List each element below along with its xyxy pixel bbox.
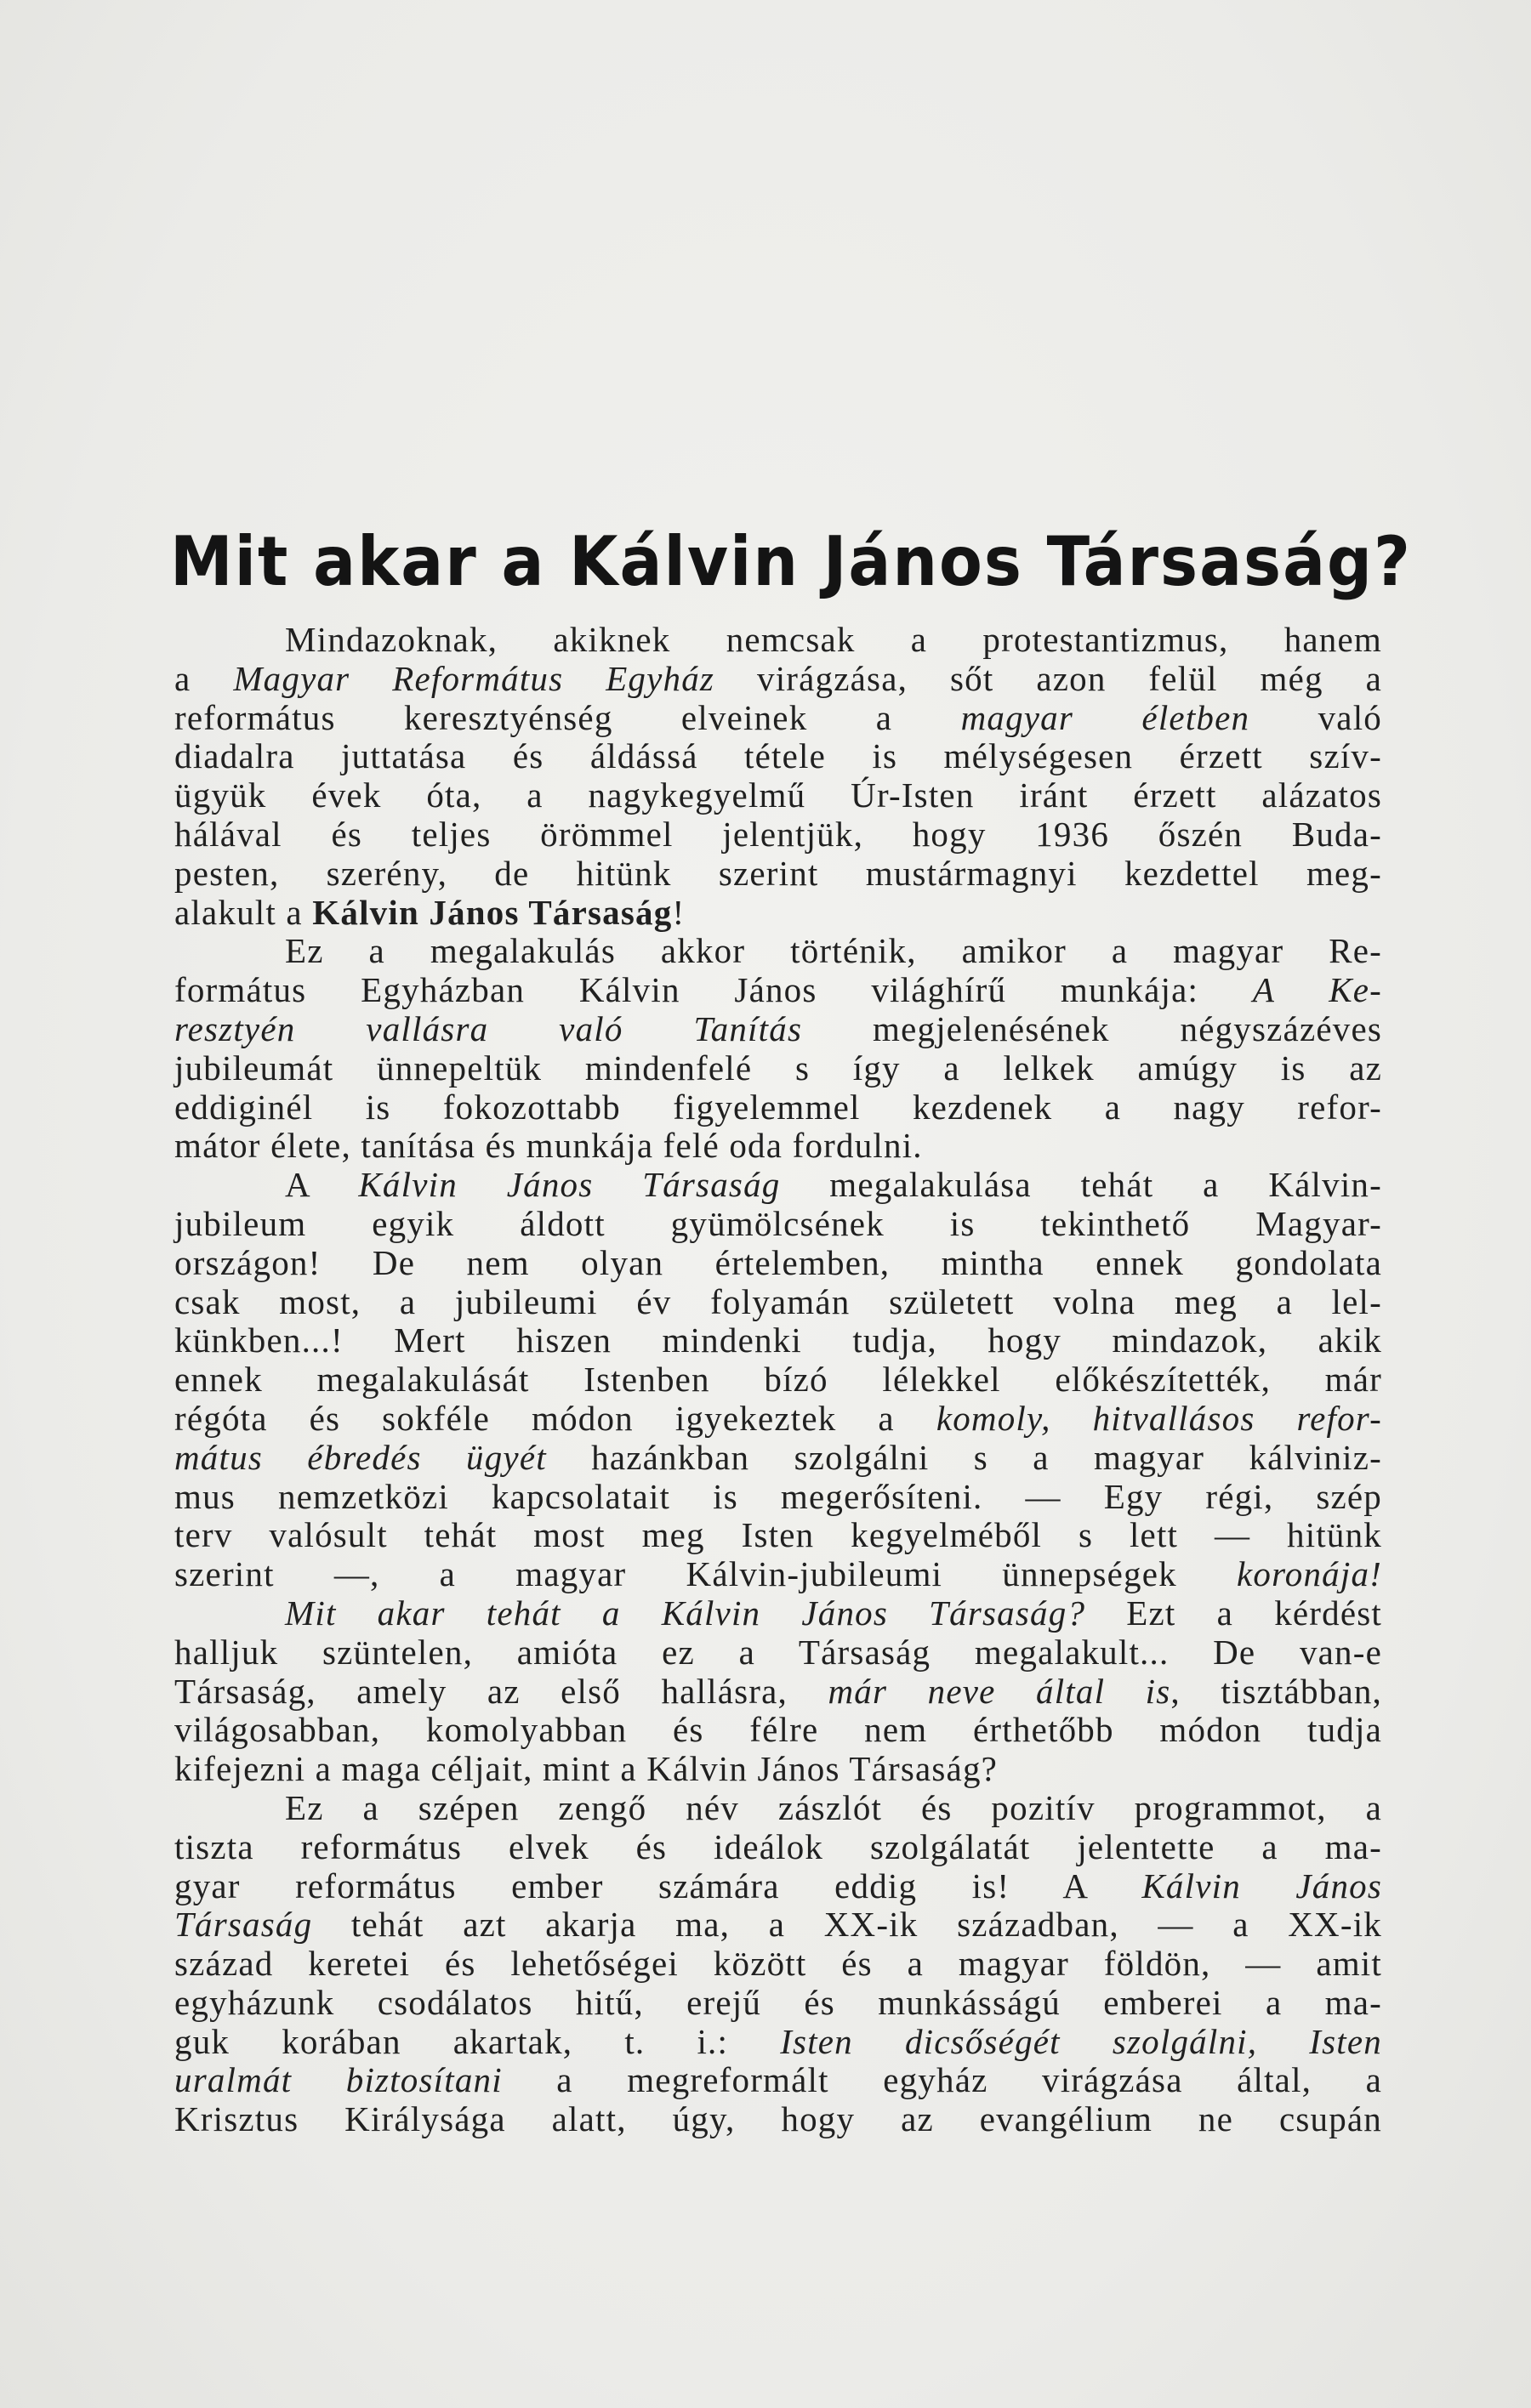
text-line: diadalra juttatása és áldássá tétele is mélységesen érzett szív- bbox=[174, 736, 1382, 776]
text-line: alakult a Kálvin János Társaság! bbox=[174, 892, 686, 932]
text-line: ügyük évek óta, a nagykegyelmű Úr-Isten iránt érzett alázatos bbox=[174, 775, 1382, 815]
text-line: Krisztus Királysága alatt, úgy, hogy az evangélium ne csupán bbox=[174, 2099, 1382, 2139]
text-line: Ez a szépen zengő név zászlót és pozitív programmot, a bbox=[285, 1787, 1382, 1827]
text-line: formátus Egyházban Kálvin János világhírű munkája: A Ke- bbox=[174, 970, 1382, 1010]
text-line: jubileumát ünnepeltük mindenfelé s így a lelkek amúgy is az bbox=[174, 1048, 1382, 1088]
text-line: országon! De nem olyan értelemben, mintha ennek gondolata bbox=[174, 1242, 1382, 1282]
text-line: mus nemzetközi kapcsolatait is megerősíteni. — Egy régi, szép bbox=[174, 1476, 1382, 1516]
text-line: Ez a megalakulás akkor történik, amikor a magyar Re- bbox=[285, 931, 1382, 971]
text-line: ennek megalakulását Istenben bízó lélekkel előkészítették, már bbox=[174, 1360, 1382, 1400]
text-line: a Magyar Református Egyház virágzása, sőt azon felül még a bbox=[174, 658, 1382, 698]
text-line: resztyén vallásra való Tanítás megjelenésének négyszázéves bbox=[174, 1008, 1382, 1048]
text-line: gyar református ember számára eddig is! A Kálvin János bbox=[174, 1866, 1383, 1905]
text-line: guk korában akartak, t. i.: Isten dicsőségét szolgálni, Isten bbox=[174, 2021, 1382, 2061]
text-line: halljuk szüntelen, amióta ez a Társaság megalakult... De van-e bbox=[174, 1632, 1382, 1672]
text-line: mátor élete, tanítása és munkája felé oda fordulni. bbox=[174, 1126, 923, 1166]
text-line: Mindazoknak, akiknek nemcsak a protestantizmus, hanem bbox=[285, 620, 1382, 659]
page-title: Mit akar a Kálvin János Társaság? bbox=[170, 522, 1412, 602]
text-line: mátus ébredés ügyét hazánkban szolgálni s a magyar kálviniz- bbox=[174, 1437, 1382, 1477]
text-line: eddiginél is fokozottabb figyelemmel kezdenek a nagy refor- bbox=[174, 1087, 1382, 1127]
text-line: pesten, szerény, de hitünk szerint mustármagnyi kezdettel meg- bbox=[174, 853, 1382, 893]
text-line: Társaság tehát azt akarja ma, a XX-ik században, — a XX-ik bbox=[174, 1905, 1382, 1945]
text-line: kifejezni a maga céljait, mint a Kálvin János Társaság? bbox=[174, 1749, 999, 1789]
text-line: künkben...! Mert hiszen mindenki tudja, hogy mindazok, akik bbox=[174, 1320, 1382, 1360]
text-line: csak most, a jubileumi év folyamán született volna meg a lel- bbox=[174, 1281, 1382, 1321]
body-text bbox=[174, 621, 1382, 2139]
text-line: régóta és sokféle módon igyekeztek a komoly, hitvallásos refor- bbox=[174, 1398, 1382, 1438]
text-line: egyházunk csodálatos hitű, erejű és munkásságú emberei a ma- bbox=[174, 1982, 1382, 2022]
text-line: jubileum egyik áldott gyümölcsének is tekinthető Magyar- bbox=[174, 1203, 1382, 1243]
text-line: A Kálvin János Társaság megalakulása tehát a Kálvin- bbox=[285, 1165, 1382, 1205]
text-line: hálával és teljes örömmel jelentjük, hogy 1936 őszén Buda- bbox=[174, 814, 1382, 854]
text-line: Társaság, amely az első hallásra, már neve által is, tisztábban, bbox=[174, 1671, 1382, 1711]
text-line: tiszta református elvek és ideálok szolgálatát jelentette a ma- bbox=[174, 1826, 1382, 1866]
text-line: világosabban, komolyabban és félre nem érthetőbb módon tudja bbox=[174, 1710, 1382, 1750]
text-line: terv valósult tehát most meg Isten kegyelméből s lett — hitünk bbox=[174, 1515, 1382, 1555]
text-line: század keretei és lehetőségei között és a magyar földön, — amit bbox=[174, 1944, 1382, 1984]
text-line: uralmát biztosítani a megreformált egyház virágzása által, a bbox=[174, 2060, 1382, 2100]
text-line: szerint —, a magyar Kálvin-jubileumi ünnepségek koronája! bbox=[174, 1554, 1382, 1594]
text-line: Mit akar tehát a Kálvin János Társaság? Ezt a kérdést bbox=[285, 1593, 1382, 1633]
text-line: református keresztyénség elveinek a magyar életben való bbox=[174, 697, 1382, 737]
